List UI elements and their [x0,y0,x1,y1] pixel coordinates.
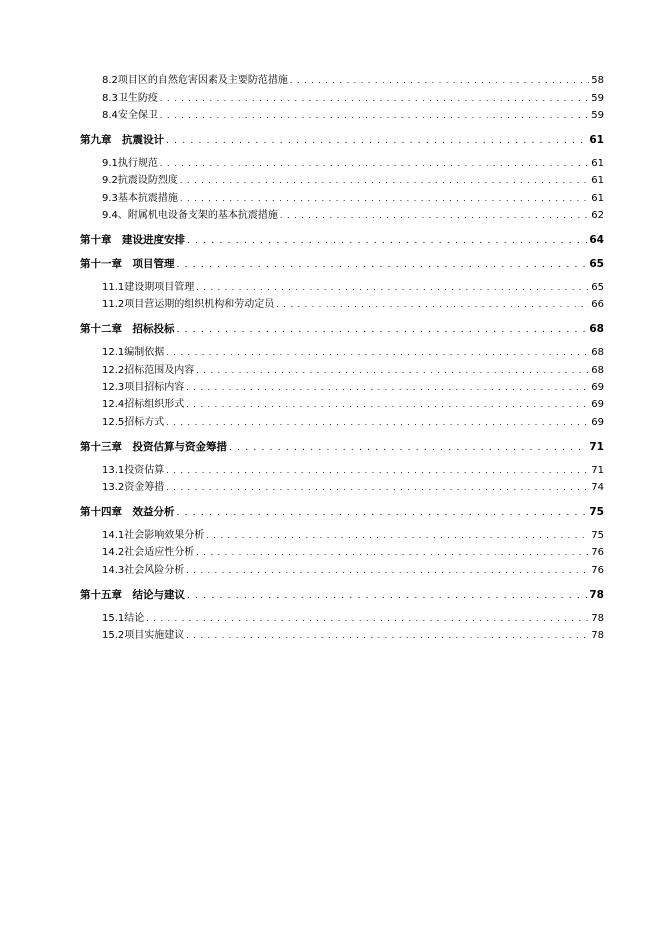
toc-leader-dots [160,157,589,170]
toc-leader-dots [186,398,589,411]
toc-entry-page: 61 [591,193,604,204]
toc-chapter-entry[interactable] [80,505,604,520]
toc-leader-dots [276,298,589,311]
toc-entry[interactable] [102,298,604,311]
toc-leader-dots [177,258,588,272]
toc-entry-page: 61 [591,158,604,169]
toc-entry[interactable] [102,564,604,577]
toc-leader-dots [290,74,589,87]
toc-entry[interactable] [102,612,604,625]
toc-leader-dots [280,209,589,222]
toc-chapter-title: 第十二章 招标投标 [80,323,175,335]
toc-entry-page: 76 [591,547,604,558]
toc-leader-dots [229,441,587,455]
toc-entry-title: 9.1执行规范 [102,158,158,169]
toc-entry-title: 12.3项目招标内容 [102,382,185,393]
toc-entry-page: 71 [591,465,604,476]
toc-entry-title: 8.4安全保卫 [102,110,158,121]
toc-chapter-page: 71 [589,441,604,453]
toc-leader-dots [166,416,589,429]
toc-leader-dots [166,481,589,494]
toc-entry-page: 58 [591,75,604,86]
toc-entry-page: 59 [591,110,604,121]
toc-entry-title: 12.4招标组织形式 [102,399,185,410]
toc-chapter-title: 第十三章 投资估算与资金筹措 [80,441,227,453]
toc-chapter-entry[interactable] [80,257,604,272]
toc-chapter-page: 75 [589,506,604,518]
toc-entry[interactable] [102,174,604,187]
toc-entry-page: 69 [591,399,604,410]
toc-chapter-title: 第十五章 结论与建议 [80,589,185,601]
toc-entry[interactable] [102,209,604,222]
toc-entry-page: 66 [591,299,604,310]
toc-entry-page: 65 [591,282,604,293]
toc-entry-title: 15.1结论 [102,613,145,624]
toc-leader-dots [180,192,589,205]
toc-entry-title: 11.2项目营运期的组织机构和劳动定员 [102,299,275,310]
toc-entry-page: 68 [591,365,604,376]
toc-entry[interactable] [102,346,604,359]
toc-chapter-entry[interactable] [80,588,604,603]
toc-entry-page: 68 [591,347,604,358]
toc-leader-dots [177,323,588,337]
toc-entry-title: 12.1编制依据 [102,347,165,358]
toc-chapter-entry[interactable] [80,233,604,248]
toc-entry-title: 8.2项目区的自然危害因素及主要防范措施 [102,75,288,86]
toc-leader-dots [186,629,589,642]
toc-entry-title: 13.2资金筹措 [102,482,165,493]
toc-entry[interactable] [102,481,604,494]
toc-entry[interactable] [102,74,604,87]
toc-entry-page: 62 [591,210,604,221]
toc-entry-page: 78 [591,613,604,624]
toc-entry-title: 15.2项目实施建议 [102,630,185,641]
toc-chapter-page: 78 [589,589,604,601]
toc-chapter-title: 第十一章 项目管理 [80,258,175,270]
toc-entry-title: 14.1社会影响效果分析 [102,530,205,541]
toc-entry-title: 12.5招标方式 [102,417,165,428]
toc-entry[interactable] [102,529,604,542]
toc-entry-page: 75 [591,530,604,541]
toc-leader-dots [187,234,587,248]
toc-leader-dots [196,364,589,377]
toc-leader-dots [186,564,589,577]
toc-leader-dots [177,506,588,520]
toc-leader-dots [186,381,589,394]
toc-chapter-page: 65 [589,258,604,270]
toc-entry-page: 78 [591,630,604,641]
toc-chapter-title: 第九章 抗震设计 [80,134,164,146]
toc-leader-dots [166,134,587,148]
toc-entry-page: 69 [591,382,604,393]
toc-entry[interactable] [102,281,604,294]
toc-entry[interactable] [102,192,604,205]
toc-entry[interactable] [102,546,604,559]
toc-entry-page: 59 [591,93,604,104]
toc-leader-dots [166,346,589,359]
toc-entry[interactable] [102,629,604,642]
toc-entry[interactable] [102,416,604,429]
toc-chapter-entry[interactable] [80,440,604,455]
toc-leader-dots [206,529,589,542]
toc-leader-dots [196,281,589,294]
toc-chapter-entry[interactable] [80,133,604,148]
toc-entry-title: 13.1投资估算 [102,465,165,476]
toc-chapter-page: 61 [589,134,604,146]
toc-entry-title: 11.1建设期项目管理 [102,282,195,293]
toc-leader-dots [180,174,589,187]
toc-entry[interactable] [102,364,604,377]
toc-chapter-title: 第十章 建设进度安排 [80,234,185,246]
toc-entry[interactable] [102,464,604,477]
toc-entry-title: 9.2抗震设防烈度 [102,175,178,186]
toc-entry-title: 9.3基本抗震措施 [102,193,178,204]
toc-chapter-page: 68 [589,323,604,335]
toc-chapter-page: 64 [589,234,604,246]
toc-entry[interactable] [102,109,604,122]
toc-entry-page: 69 [591,417,604,428]
toc-entry[interactable] [102,381,604,394]
toc-entry-title: 14.2社会适应性分析 [102,547,195,558]
toc-entry[interactable] [102,157,604,170]
toc-entry-page: 74 [591,482,604,493]
toc-leader-dots [146,612,589,625]
toc-entry[interactable] [102,92,604,105]
toc-entry-page: 61 [591,175,604,186]
toc-leader-dots [160,92,589,105]
toc-entry-title: 8.3卫生防疫 [102,93,158,104]
toc-entry-page: 76 [591,565,604,576]
toc-entry-title: 12.2招标范围及内容 [102,365,195,376]
toc-leader-dots [187,589,587,603]
toc-entry-title: 9.4、附属机电设备支架的基本抗震措施 [102,210,278,221]
toc-chapter-entry[interactable] [80,322,604,337]
toc-chapter-title: 第十四章 效益分析 [80,506,175,518]
toc-leader-dots [166,464,589,477]
toc-entry[interactable] [102,398,604,411]
toc-leader-dots [160,109,589,122]
toc-leader-dots [196,546,589,559]
toc-entry-title: 14.3社会风险分析 [102,565,185,576]
